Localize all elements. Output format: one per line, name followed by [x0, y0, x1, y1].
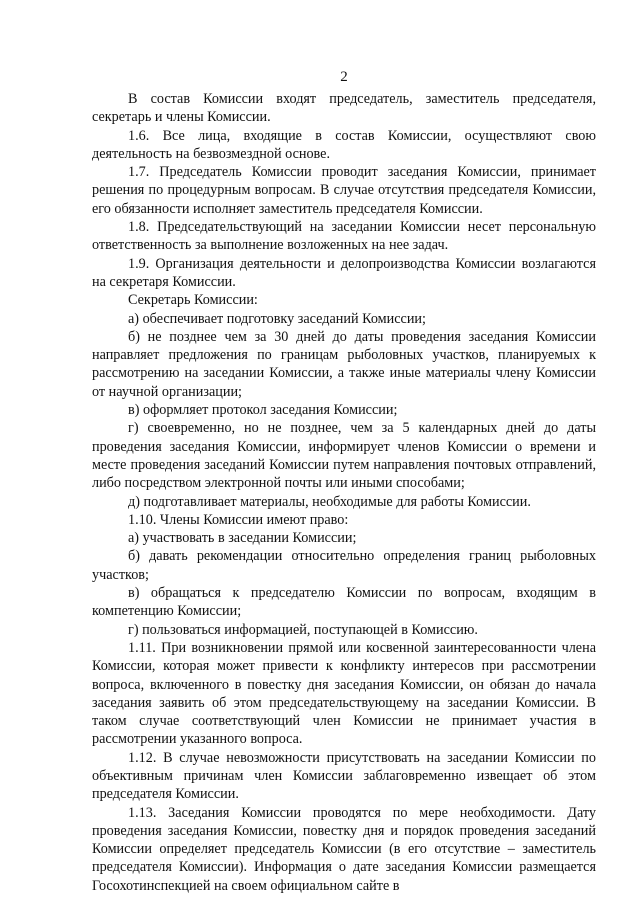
paragraph-1-12: 1.12. В случае невозможности присутствовать на заседании Комиссии по объективным причинам член Комиссии заблаговременно извещает об этом председателя Комиссии. [92, 749, 596, 803]
paragraph-1-8: 1.8. Председательствующий на заседании Комиссии несет персональную ответственность за выполнение возложенных на нее задач. [92, 219, 596, 254]
paragraph-composition: В состав Комиссии входят председатель, заместитель председателя, секретарь и члены Комиссии. [92, 91, 596, 126]
document-body [92, 90, 596, 895]
paragraph-1-13: 1.13. Заседания Комиссии проводятся по мере необходимости. Дату проведения заседания Комиссии, повестку дня и порядок проведения заседаний Комиссии определяет председатель Комиссии (в его отсутствие – заместитель председателя Комиссии). Информация о дате заседания Комиссии размещается Госохотинспекцией на своем официальном сайте в [92, 804, 596, 894]
paragraph-1-10: 1.10. Члены Комиссии имеют право: [128, 511, 349, 528]
list-item-secretary-g: г) своевременно, но не позднее, чем за 5 календарных дней до даты проведения заседания Комиссии, информирует членов Комиссии о времени и месте проведения заседаний Комиссии путем направления почтовых отправлений, либо посредством электронной почты или иными способами; [92, 420, 596, 492]
list-item-secretary-b: б) не позднее чем за 30 дней до даты проведения заседания Комиссии направляет предложения по границам рыболовных участков, планируемых к рассмотрению на заседании Комиссии, а также иные материалы члену Комиссии от научной организации; [92, 328, 596, 400]
page-number: 2 [340, 69, 348, 85]
paragraph-1-11: 1.11. При возникновении прямой или косвенной заинтересованности члена Комиссии, которая может привести к конфликту интересов при рассмотрении вопроса, включенного в повестку дня заседания Комиссии, он обязан до начала заседания заявить об этом председательствующему на заседании Комиссии. В таком случае соответствующий член Комиссии не принимает участия в рассмотрении указанного вопроса. [92, 639, 596, 748]
paragraph-1-7: 1.7. Председатель Комиссии проводит заседания Комиссии, принимает решения по процедурным вопросам. В случае отсутствия председателя Комиссии, его обязанности исполняет заместитель председателя Комиссии. [92, 164, 596, 217]
list-item-rights-b: б) давать рекомендации относительно определения границ рыболовных участков; [92, 548, 596, 583]
list-item-rights-a: а) участвовать в заседании Комиссии; [128, 530, 357, 547]
list-item-secretary-v: в) оформляет протокол заседания Комиссии; [128, 402, 398, 419]
paragraph-1-9: 1.9. Организация деятельности и делопроизводства Комиссии возлагаются на секретаря Комиссии. [92, 255, 596, 290]
paragraph-1-6: 1.6. Все лица, входящие в состав Комиссии, осуществляют свою деятельность на безвозмездной основе. [92, 127, 596, 162]
list-item-secretary-d: д) подготавливает материалы, необходимые для работы Комиссии. [128, 493, 531, 510]
paragraph-secretary-heading: Секретарь Комиссии: [128, 292, 258, 309]
list-item-secretary-a: а) обеспечивает подготовку заседаний Комиссии; [128, 310, 426, 327]
list-item-rights-g: г) пользоваться информацией, поступающей в Комиссию. [128, 621, 478, 638]
list-item-rights-v: в) обращаться к председателю Комиссии по вопросам, входящим в компетенцию Комиссии; [92, 585, 596, 620]
